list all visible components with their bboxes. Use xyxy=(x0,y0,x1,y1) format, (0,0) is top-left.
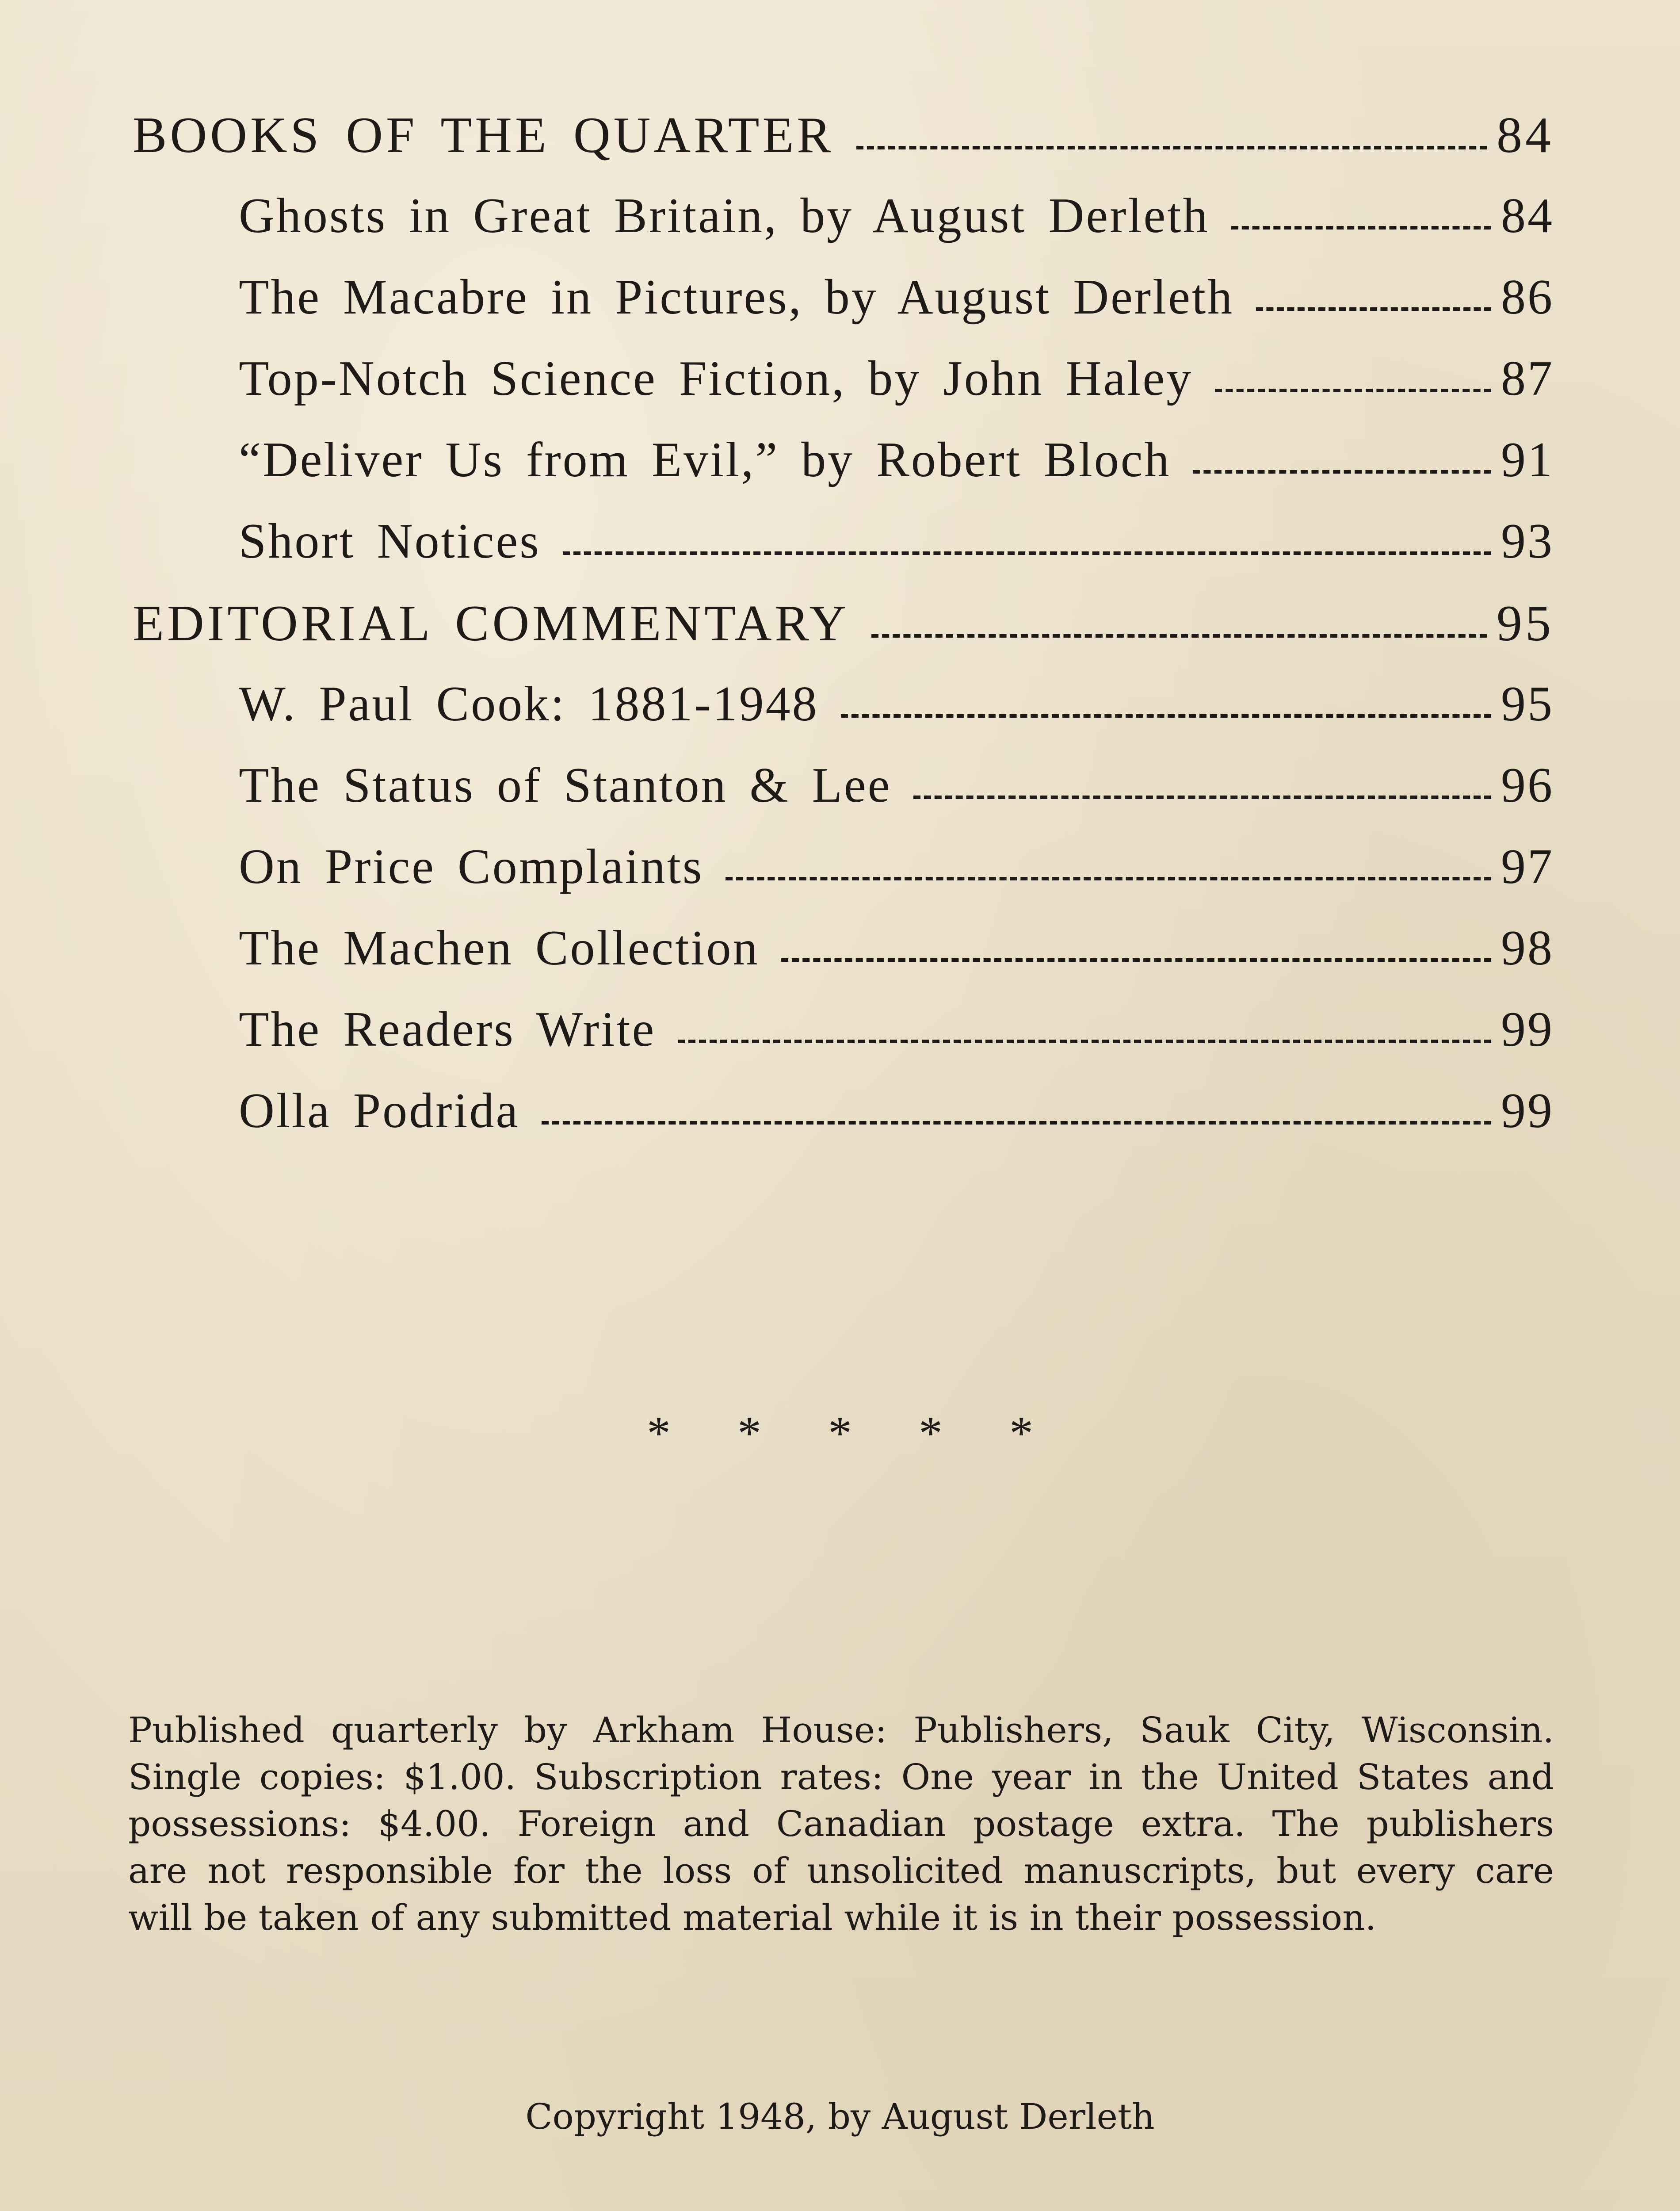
toc-page-number: 96 xyxy=(1501,758,1554,813)
toc-page-number: 86 xyxy=(1501,270,1554,325)
toc-entry-title: “Deliver Us from Evil,” by Robert Bloch xyxy=(239,432,1171,487)
toc-page-number: 99 xyxy=(1501,1083,1554,1138)
toc-page-number: 93 xyxy=(1501,514,1554,569)
dot-leader xyxy=(725,877,1491,880)
publication-info xyxy=(128,1707,1554,1941)
toc-page-number: 84 xyxy=(1501,188,1554,243)
toc-entry xyxy=(133,187,1554,269)
toc-page-number: 95 xyxy=(1501,677,1554,731)
toc-entry-title: Olla Podrida xyxy=(239,1083,520,1138)
section-separator: * * * * * xyxy=(647,1407,1061,1460)
toc-page-number: 98 xyxy=(1501,921,1554,975)
dot-leader xyxy=(542,1121,1491,1125)
copyright-notice: Copyright 1948, by August Derleth xyxy=(525,2096,1155,2137)
toc-page-number: 87 xyxy=(1501,351,1554,406)
toc-entry-title: Short Notices xyxy=(239,514,541,569)
toc-page-number: 91 xyxy=(1501,432,1554,487)
toc-entry-title: The Status of Stanton & Lee xyxy=(239,758,892,813)
dot-leader xyxy=(913,796,1491,799)
dot-leader xyxy=(678,1040,1491,1043)
publication-info-line: Single copies: $1.00. Subscription rates: One year in the United States and xyxy=(128,1756,1554,1798)
toc-entry-title: EDITORIAL COMMENTARY xyxy=(133,595,850,652)
toc-entry-title: BOOKS OF THE QUARTER xyxy=(133,107,834,164)
dot-leader xyxy=(871,634,1487,638)
toc-entry-title: W. Paul Cook: 1881-1948 xyxy=(239,677,819,731)
dot-leader xyxy=(856,146,1487,149)
toc-entry xyxy=(133,1083,1554,1164)
toc-entry xyxy=(133,269,1554,350)
toc-entry-title: The Macabre in Pictures, by August Derleth xyxy=(239,270,1234,325)
toc-section-heading xyxy=(133,594,1554,676)
toc-entry xyxy=(133,1001,1554,1083)
toc-section-heading xyxy=(133,106,1554,187)
toc-entry xyxy=(133,513,1554,594)
toc-page-number: 97 xyxy=(1501,839,1554,894)
toc-entry xyxy=(133,920,1554,1001)
publication-info-line: Published quarterly by Arkham House: Publishers, Sauk City, Wisconsin. xyxy=(128,1710,1554,1751)
toc-page-number: 99 xyxy=(1501,1002,1554,1057)
publication-info-line: possessions: $4.00. Foreign and Canadian postage extra. The publishers xyxy=(128,1803,1554,1844)
toc-entry-title: The Readers Write xyxy=(239,1002,656,1057)
toc-entry xyxy=(133,676,1554,757)
toc-entry-title: The Machen Collection xyxy=(239,921,760,975)
toc-page-number: 84 xyxy=(1497,107,1554,164)
toc-entry xyxy=(133,350,1554,432)
dot-leader xyxy=(841,714,1491,718)
toc-entry xyxy=(133,432,1554,513)
publication-info-line: are not responsible for the loss of unsolicited manuscripts, but every care xyxy=(128,1850,1554,1891)
dot-leader xyxy=(563,551,1491,555)
toc-page-number: 95 xyxy=(1497,595,1554,652)
toc-entry-title: On Price Complaints xyxy=(239,839,704,894)
dot-leader xyxy=(1231,226,1491,230)
dot-leader xyxy=(1193,470,1491,474)
publication-info-line: will be taken of any submitted material while it is in their possession. xyxy=(128,1897,1377,1938)
toc-entry-title: Top-Notch Science Fiction, by John Haley xyxy=(239,351,1193,406)
table-of-contents xyxy=(133,106,1554,1164)
toc-entry xyxy=(133,838,1554,920)
dot-leader xyxy=(781,958,1491,962)
dot-leader xyxy=(1256,307,1491,311)
dot-leader xyxy=(1215,389,1491,392)
toc-entry xyxy=(133,757,1554,838)
toc-entry-title: Ghosts in Great Britain, by August Derleth xyxy=(239,188,1210,243)
